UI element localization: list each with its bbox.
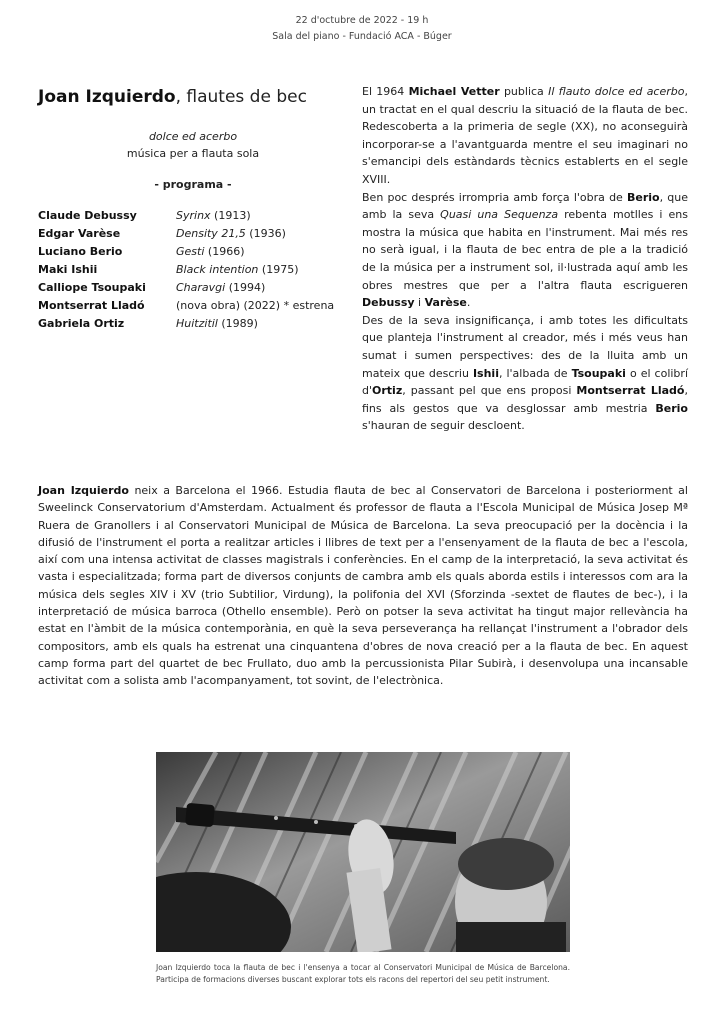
page-title <box>38 86 348 108</box>
work-title: Density 21,5 (1936) <box>176 227 286 240</box>
biography-paragraph: Joan Izquierdo neix a Barcelona el 1966. Estudia flauta de bec al Conservatori de Barcelona i posteriorment al Sweelinck Conservatorium d'Amsterdam. Actualment és professor de flauta a l'Escola Municipal de Música Josep Mª Ruera de Granollers i al Conservatori Municipal de Música de Barcelona. La seva preocupació per la docència i la difusió de l'instrument el porta a realitzar articles i llibres de text per a l'ensenyament de la flauta de bec a l'escola, així com una intensa activitat de classes magistrals i conferències. En el camp de la interpretació, la seva activitat és vasta i especialitzada; forma part de diversos conjunts de cambra amb els quals aborda estils i interessos com ara la música dels segles XIV i XV (trio Subtilior, Virdung), la polifonia del XVI (Sforzinda -sextet de flautes de bec-), i la interpretació de música barroca (Othello ensemble). Però on potser la seva activitat ha tingut major rellevància ha estat en l'àmbit de la música contemporània, en què la seva perseverança ha rellançat l'instrument a l'obrador dels compositors, amb els quals ha estrenat una cinquantena d'obres de nova creació per a la flauta de bec. En aquest camp forma part del quartet de bec Frullato, duo amb la percussionista Pilar Subirà, i desenvolupa una incansable activitat com a solista amb l'acompanyament, tot sovint, de l'electrònica. <box>38 484 688 688</box>
composer-name: Edgar Varèse <box>38 227 121 240</box>
program-item <box>38 315 348 333</box>
concert-description: música per a flauta sola <box>126 147 260 160</box>
program-list <box>38 207 348 333</box>
event-venue: Sala del piano - Fundació ACA - Búger <box>272 31 452 42</box>
work-title: Black intention (1975) <box>176 263 299 276</box>
concert-subtitle <box>38 128 348 162</box>
intro-paragraph-1: El 1964 Michael Vetter publica Il flauto dolce ed acerbo, un tractat en el qual descriu la situació de la flauta de bec. Redescoberta a la primeria de segle (XX), no aconseguirà incorporar-se a l'avantguarda mentre el seu imaginari no s'emancipi dels estàndards tècnics establerts en el segle XVIII. <box>362 85 688 186</box>
event-date: 22 d'octubre de 2022 - 19 h <box>295 15 429 26</box>
composer-name: Gabriela Ortiz <box>38 317 125 330</box>
concert-title: dolce ed acerbo <box>148 130 238 143</box>
work-title: Gesti (1966) <box>176 245 245 258</box>
program-item <box>38 279 348 297</box>
programa-heading: - programa - <box>154 178 232 191</box>
program-item <box>38 207 348 225</box>
program-item <box>38 225 348 243</box>
work-title: Huitzitil (1989) <box>176 317 258 330</box>
biography <box>38 482 688 690</box>
composer-name: Luciano Berio <box>38 245 123 258</box>
photo-caption: Joan Izquierdo toca la flauta de bec i l'ensenya a tocar al Conservatori Municipal de Música de Barcelona. Participa de formacions diverses buscant explorar tots els racons del repertori del seu petit instrument. <box>156 963 570 984</box>
composer-name: Calliope Tsoupaki <box>38 281 146 294</box>
intro-paragraph-2: Ben poc després irrompria amb força l'obra de Berio, que amb la seva Quasi una Sequenza rebenta motlles i ens mostra la música que habita en l'instrument. Mai més res no serà igual, i la flauta de bec entra de ple a la tradició de la música per a instrument sol, il·lustrada aquí amb les obres mestres que per a l'altra flauta escrigueren Debussy i Varèse. <box>362 190 688 310</box>
program-item <box>38 243 348 261</box>
work-title: Charavgi (1994) <box>176 281 266 294</box>
performer-name: Joan Izquierdo <box>38 87 176 107</box>
intro-paragraph-3: Des de la seva insignificança, i amb totes les dificultats que planteja l'instrument al creador, més i més veus han sumat i sumen perspectives: des de la lluita amb un mateix que descriu Ishii, l'albada de Tsoupaki o el colibrí d'Ortiz, passant pel que ens proposi Montserrat Lladó, fins als gestos que va desglossar amb mestria Berio s'hauran de seguir descloent. <box>362 313 688 433</box>
program-column <box>38 86 348 333</box>
program-item <box>38 297 348 315</box>
performer-role: , flautes de bec <box>175 87 307 107</box>
work-title: Syrinx (1913) <box>176 209 251 222</box>
composer-name: Montserrat Lladó <box>38 299 145 312</box>
work-title: (nova obra) (2022) * estrena <box>176 299 335 312</box>
intro-text <box>362 83 688 435</box>
performer-photo <box>156 752 570 952</box>
program-item <box>38 261 348 279</box>
event-header <box>0 13 724 45</box>
composer-name: Maki Ishii <box>38 263 98 276</box>
recorder-player-photo-icon <box>156 752 570 952</box>
composer-name: Claude Debussy <box>38 209 137 222</box>
